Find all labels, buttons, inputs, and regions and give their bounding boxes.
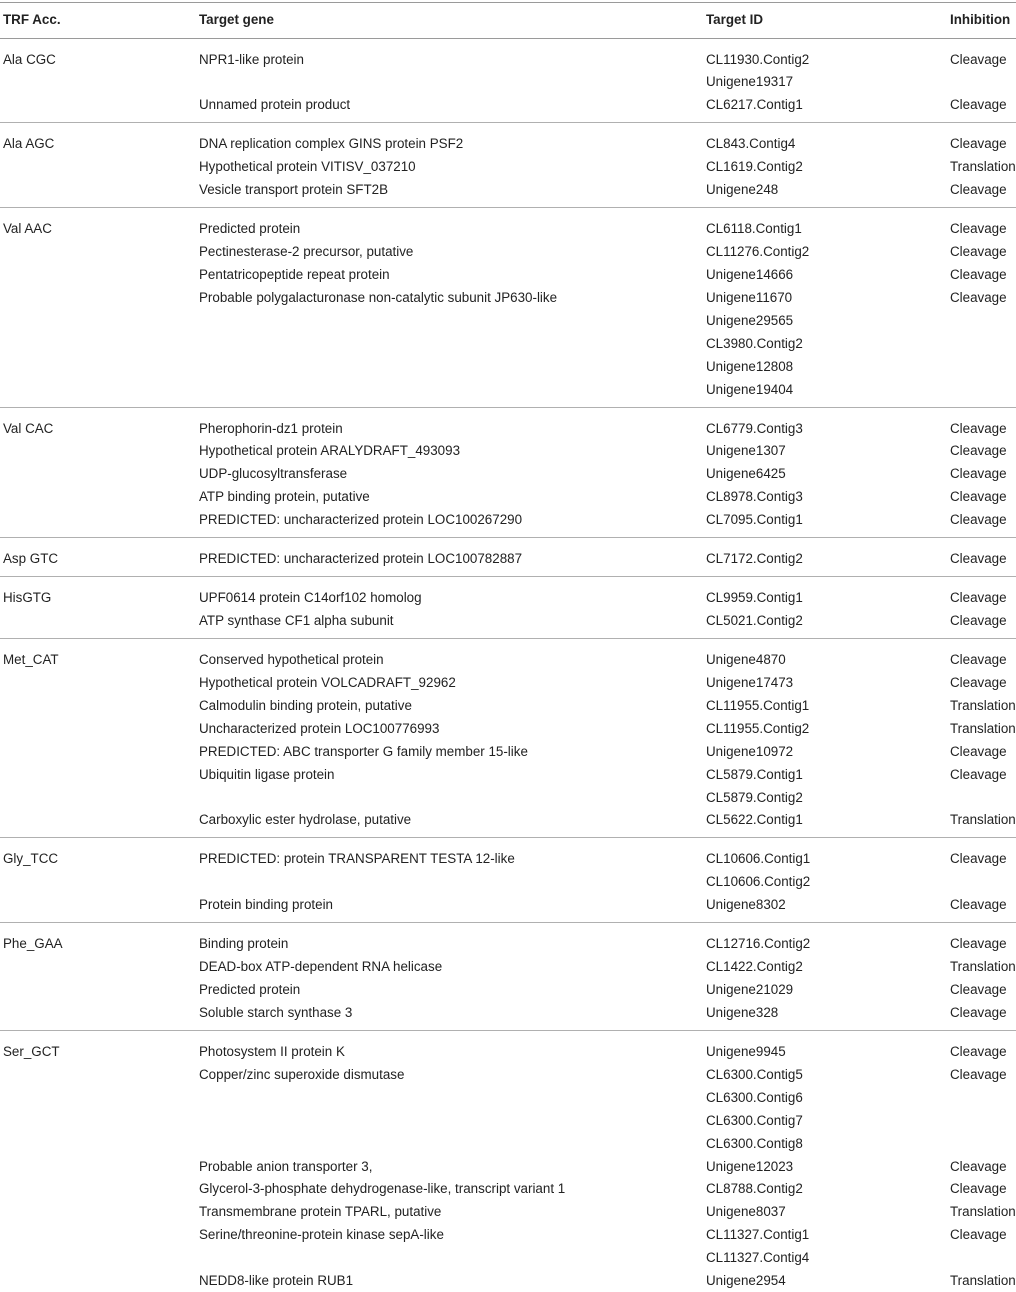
header-inhibition: Inhibition bbox=[950, 12, 1011, 27]
table-row bbox=[0, 978, 1016, 1001]
target-gene-cell: Conserved hypothetical protein bbox=[199, 652, 384, 667]
target-gene-cell: Pherophorin-dz1 protein bbox=[199, 421, 343, 436]
table-row bbox=[0, 1086, 1016, 1109]
table-row bbox=[0, 439, 1016, 462]
table-row bbox=[0, 586, 1016, 609]
target-gene-cell: Hypothetical protein ARALYDRAFT_493093 bbox=[199, 443, 461, 458]
table-row bbox=[0, 132, 1016, 155]
table-row bbox=[0, 808, 1016, 831]
target-id-cell: CL5879.Contig2 bbox=[706, 790, 803, 805]
target-gene-cell: Glycerol-3-phosphate dehydrogenase-like, transcript variant 1 bbox=[199, 1181, 566, 1196]
inhibition-cell: Cleavage bbox=[950, 489, 1007, 504]
target-id-cell: Unigene11670 bbox=[706, 290, 793, 305]
inhibition-cell: Cleavage bbox=[950, 182, 1007, 197]
target-id-cell: CL7095.Contig1 bbox=[706, 512, 803, 527]
target-gene-cell: ATP synthase CF1 alpha subunit bbox=[199, 613, 394, 628]
inhibition-cell: Translation bbox=[950, 1273, 1016, 1288]
trf-acc-cell: Ala AGC bbox=[3, 136, 55, 151]
table-row bbox=[0, 1155, 1016, 1178]
target-gene-cell: Carboxylic ester hydrolase, putative bbox=[199, 812, 412, 827]
table-row bbox=[0, 155, 1016, 178]
group-divider bbox=[0, 922, 1016, 923]
table-row bbox=[0, 955, 1016, 978]
trf-acc-cell: Val CAC bbox=[3, 421, 54, 436]
target-id-cell: CL3980.Contig2 bbox=[706, 336, 803, 351]
inhibition-cell: Cleavage bbox=[950, 136, 1007, 151]
inhibition-cell: Cleavage bbox=[950, 1005, 1007, 1020]
inhibition-cell: Cleavage bbox=[950, 767, 1007, 782]
inhibition-cell: Cleavage bbox=[950, 290, 1007, 305]
target-gene-cell: Uncharacterized protein LOC100776993 bbox=[199, 721, 440, 736]
table-row bbox=[0, 417, 1016, 440]
table-row bbox=[0, 671, 1016, 694]
table-row bbox=[0, 1269, 1016, 1292]
inhibition-cell: Cleavage bbox=[950, 421, 1007, 436]
table-row bbox=[0, 462, 1016, 485]
target-gene-cell: Hypothetical protein VOLCADRAFT_92962 bbox=[199, 675, 456, 690]
inhibition-cell: Cleavage bbox=[950, 221, 1007, 236]
table-row bbox=[0, 1063, 1016, 1086]
target-gene-cell: Calmodulin binding protein, putative bbox=[199, 698, 412, 713]
table-row bbox=[0, 70, 1016, 93]
table-row bbox=[0, 893, 1016, 916]
table-row bbox=[0, 485, 1016, 508]
target-gene-cell: Copper/zinc superoxide dismutase bbox=[199, 1067, 405, 1082]
target-id-cell: Unigene19317 bbox=[706, 74, 794, 89]
trf-acc-cell: Asp GTC bbox=[3, 551, 59, 566]
inhibition-cell: Translation bbox=[950, 721, 1016, 736]
inhibition-cell: Cleavage bbox=[950, 466, 1007, 481]
table-row bbox=[0, 1177, 1016, 1200]
target-id-cell: CL5879.Contig1 bbox=[706, 767, 803, 782]
target-id-cell: CL12716.Contig2 bbox=[706, 936, 811, 951]
target-id-cell: Unigene8037 bbox=[706, 1204, 786, 1219]
table-row bbox=[0, 694, 1016, 717]
table-row bbox=[0, 217, 1016, 240]
target-gene-cell: Ubiquitin ligase protein bbox=[199, 767, 335, 782]
table-row bbox=[0, 786, 1016, 809]
trf-acc-cell: Met_CAT bbox=[3, 652, 59, 667]
target-id-cell: CL5622.Contig1 bbox=[706, 812, 803, 827]
table-row bbox=[0, 1200, 1016, 1223]
target-gene-cell: Probable anion transporter 3, bbox=[199, 1159, 373, 1174]
table-row bbox=[0, 178, 1016, 201]
trf-acc-cell: Phe_GAA bbox=[3, 936, 63, 951]
inhibition-cell: Cleavage bbox=[950, 1227, 1007, 1242]
target-id-cell: CL6217.Contig1 bbox=[706, 97, 803, 112]
inhibition-cell: Cleavage bbox=[950, 590, 1007, 605]
table-row bbox=[0, 1109, 1016, 1132]
target-gene-cell: Binding protein bbox=[199, 936, 289, 951]
target-id-cell: CL8788.Contig2 bbox=[706, 1181, 803, 1196]
inhibition-cell: Cleavage bbox=[950, 97, 1007, 112]
table-row bbox=[0, 93, 1016, 116]
target-gene-cell: PREDICTED: protein TRANSPARENT TESTA 12-like bbox=[199, 851, 515, 866]
target-id-cell: Unigene29565 bbox=[706, 313, 794, 328]
target-gene-cell: Photosystem II protein K bbox=[199, 1044, 345, 1059]
group-divider bbox=[0, 576, 1016, 577]
target-id-cell: Unigene14666 bbox=[706, 267, 794, 282]
inhibition-cell: Cleavage bbox=[950, 443, 1007, 458]
table-row bbox=[0, 717, 1016, 740]
target-id-cell: Unigene10972 bbox=[706, 744, 794, 759]
target-gene-cell: NEDD8-like protein RUB1 bbox=[199, 1273, 354, 1288]
target-gene-cell: Serine/threonine-protein kinase sepA-like bbox=[199, 1227, 444, 1242]
target-id-cell: Unigene248 bbox=[706, 182, 779, 197]
table-row bbox=[0, 332, 1016, 355]
table-top-rule bbox=[0, 2, 1016, 3]
target-gene-cell: Vesicle transport protein SFT2B bbox=[199, 182, 389, 197]
inhibition-cell: Cleavage bbox=[950, 1067, 1007, 1082]
target-id-cell: CL6118.Contig1 bbox=[706, 221, 802, 236]
inhibition-cell: Cleavage bbox=[950, 512, 1007, 527]
table-row bbox=[0, 1040, 1016, 1063]
target-gene-cell: DEAD-box ATP-dependent RNA helicase bbox=[199, 959, 443, 974]
table-row bbox=[0, 763, 1016, 786]
trf-acc-cell: Ala CGC bbox=[3, 52, 56, 67]
group-divider bbox=[0, 407, 1016, 408]
table-row bbox=[0, 1246, 1016, 1269]
target-id-cell: CL5021.Contig2 bbox=[706, 613, 803, 628]
target-gene-cell: Predicted protein bbox=[199, 221, 301, 236]
inhibition-cell: Cleavage bbox=[950, 675, 1007, 690]
target-id-cell: CL11276.Contig2 bbox=[706, 244, 810, 259]
target-gene-cell: NPR1-like protein bbox=[199, 52, 304, 67]
table-row bbox=[0, 932, 1016, 955]
target-id-cell: CL6300.Contig5 bbox=[706, 1067, 803, 1082]
target-id-cell: Unigene6425 bbox=[706, 466, 786, 481]
table-row bbox=[0, 1132, 1016, 1155]
group-divider bbox=[0, 1030, 1016, 1031]
target-gene-cell: Pectinesterase-2 precursor, putative bbox=[199, 244, 414, 259]
trf-acc-cell: Gly_TCC bbox=[3, 851, 59, 866]
target-id-cell: Unigene328 bbox=[706, 1005, 779, 1020]
table-row bbox=[0, 1001, 1016, 1024]
target-gene-cell: PREDICTED: uncharacterized protein LOC100782887 bbox=[199, 551, 523, 566]
target-gene-cell: Hypothetical protein VITISV_037210 bbox=[199, 159, 416, 174]
target-id-cell: Unigene19404 bbox=[706, 382, 794, 397]
table-header-row bbox=[0, 8, 1016, 31]
target-gene-cell: UDP-glucosyltransferase bbox=[199, 466, 348, 481]
group-divider bbox=[0, 537, 1016, 538]
target-id-cell: CL6300.Contig6 bbox=[706, 1090, 803, 1105]
table-row bbox=[0, 609, 1016, 632]
target-gene-cell: UPF0614 protein C14orf102 homolog bbox=[199, 590, 422, 605]
inhibition-cell: Cleavage bbox=[950, 897, 1007, 912]
inhibition-cell: Translation bbox=[950, 698, 1016, 713]
group-divider bbox=[0, 122, 1016, 123]
table-row bbox=[0, 1223, 1016, 1246]
group-divider bbox=[0, 837, 1016, 838]
target-id-cell: CL11930.Contig2 bbox=[706, 52, 810, 67]
table-row bbox=[0, 309, 1016, 332]
target-gene-cell: Protein binding protein bbox=[199, 897, 333, 912]
inhibition-cell: Cleavage bbox=[950, 267, 1007, 282]
inhibition-cell: Cleavage bbox=[950, 1044, 1007, 1059]
trf-acc-cell: HisGTG bbox=[3, 590, 52, 605]
inhibition-cell: Translation bbox=[950, 1204, 1016, 1219]
inhibition-cell: Cleavage bbox=[950, 52, 1007, 67]
target-id-cell: CL11327.Contig1 bbox=[706, 1227, 810, 1242]
target-id-cell: CL1422.Contig2 bbox=[706, 959, 803, 974]
table-row bbox=[0, 870, 1016, 893]
header-bottom-rule bbox=[0, 38, 1016, 39]
target-id-cell: CL9959.Contig1 bbox=[706, 590, 803, 605]
inhibition-cell: Translation bbox=[950, 959, 1016, 974]
target-id-cell: CL6300.Contig8 bbox=[706, 1136, 803, 1151]
group-divider bbox=[0, 638, 1016, 639]
target-id-cell: CL6779.Contig3 bbox=[706, 421, 803, 436]
table-row bbox=[0, 240, 1016, 263]
target-gene-cell: PREDICTED: uncharacterized protein LOC100267290 bbox=[199, 512, 523, 527]
inhibition-cell: Cleavage bbox=[950, 551, 1007, 566]
target-gene-cell: Unnamed protein product bbox=[199, 97, 351, 112]
table-row bbox=[0, 263, 1016, 286]
trf-acc-cell: Val AAC bbox=[3, 221, 52, 236]
target-gene-cell: Transmembrane protein TPARL, putative bbox=[199, 1204, 442, 1219]
table-row bbox=[0, 740, 1016, 763]
target-id-cell: Unigene4870 bbox=[706, 652, 786, 667]
target-id-cell: CL6300.Contig7 bbox=[706, 1113, 803, 1128]
table-row bbox=[0, 648, 1016, 671]
target-id-cell: CL1619.Contig2 bbox=[706, 159, 803, 174]
inhibition-cell: Cleavage bbox=[950, 1159, 1007, 1174]
inhibition-cell: Translation bbox=[950, 812, 1016, 827]
target-gene-cell: Predicted protein bbox=[199, 982, 301, 997]
group-divider bbox=[0, 207, 1016, 208]
table-row bbox=[0, 547, 1016, 570]
target-id-cell: CL843.Contig4 bbox=[706, 136, 796, 151]
table-row bbox=[0, 48, 1016, 71]
inhibition-cell: Cleavage bbox=[950, 1181, 1007, 1196]
header-trf-acc: TRF Acc. bbox=[3, 12, 61, 27]
table-row bbox=[0, 378, 1016, 401]
target-id-cell: CL8978.Contig3 bbox=[706, 489, 803, 504]
header-target-id: Target ID bbox=[706, 12, 764, 27]
target-gene-cell: Pentatricopeptide repeat protein bbox=[199, 267, 390, 282]
target-gene-cell: PREDICTED: ABC transporter G family member 15-like bbox=[199, 744, 528, 759]
target-id-cell: Unigene12808 bbox=[706, 359, 794, 374]
table-row bbox=[0, 355, 1016, 378]
target-id-cell: CL11955.Contig2 bbox=[706, 721, 810, 736]
target-id-cell: CL10606.Contig1 bbox=[706, 851, 811, 866]
target-id-cell: Unigene21029 bbox=[706, 982, 794, 997]
target-id-cell: CL10606.Contig2 bbox=[706, 874, 811, 889]
header-target-gene: Target gene bbox=[199, 12, 274, 27]
target-id-cell: Unigene9945 bbox=[706, 1044, 786, 1059]
table-row bbox=[0, 508, 1016, 531]
table-row bbox=[0, 847, 1016, 870]
target-gene-cell: Soluble starch synthase 3 bbox=[199, 1005, 353, 1020]
target-id-cell: CL11327.Contig4 bbox=[706, 1250, 810, 1265]
target-gene-cell: DNA replication complex GINS protein PSF2 bbox=[199, 136, 464, 151]
target-gene-cell: Probable polygalacturonase non-catalytic subunit JP630-like bbox=[199, 290, 558, 305]
inhibition-cell: Cleavage bbox=[950, 613, 1007, 628]
inhibition-cell: Cleavage bbox=[950, 982, 1007, 997]
inhibition-cell: Cleavage bbox=[950, 936, 1007, 951]
inhibition-cell: Translation bbox=[950, 159, 1016, 174]
target-id-cell: Unigene17473 bbox=[706, 675, 794, 690]
table-row bbox=[0, 286, 1016, 309]
target-id-cell: Unigene2954 bbox=[706, 1273, 786, 1288]
inhibition-cell: Cleavage bbox=[950, 851, 1007, 866]
target-id-cell: Unigene1307 bbox=[706, 443, 786, 458]
inhibition-cell: Cleavage bbox=[950, 244, 1007, 259]
inhibition-cell: Cleavage bbox=[950, 652, 1007, 667]
target-id-cell: Unigene12023 bbox=[706, 1159, 794, 1174]
trf-acc-cell: Ser_GCT bbox=[3, 1044, 60, 1059]
target-id-cell: CL11955.Contig1 bbox=[706, 698, 810, 713]
target-gene-cell: ATP binding protein, putative bbox=[199, 489, 370, 504]
target-id-cell: Unigene8302 bbox=[706, 897, 786, 912]
inhibition-cell: Cleavage bbox=[950, 744, 1007, 759]
target-id-cell: CL7172.Contig2 bbox=[706, 551, 803, 566]
